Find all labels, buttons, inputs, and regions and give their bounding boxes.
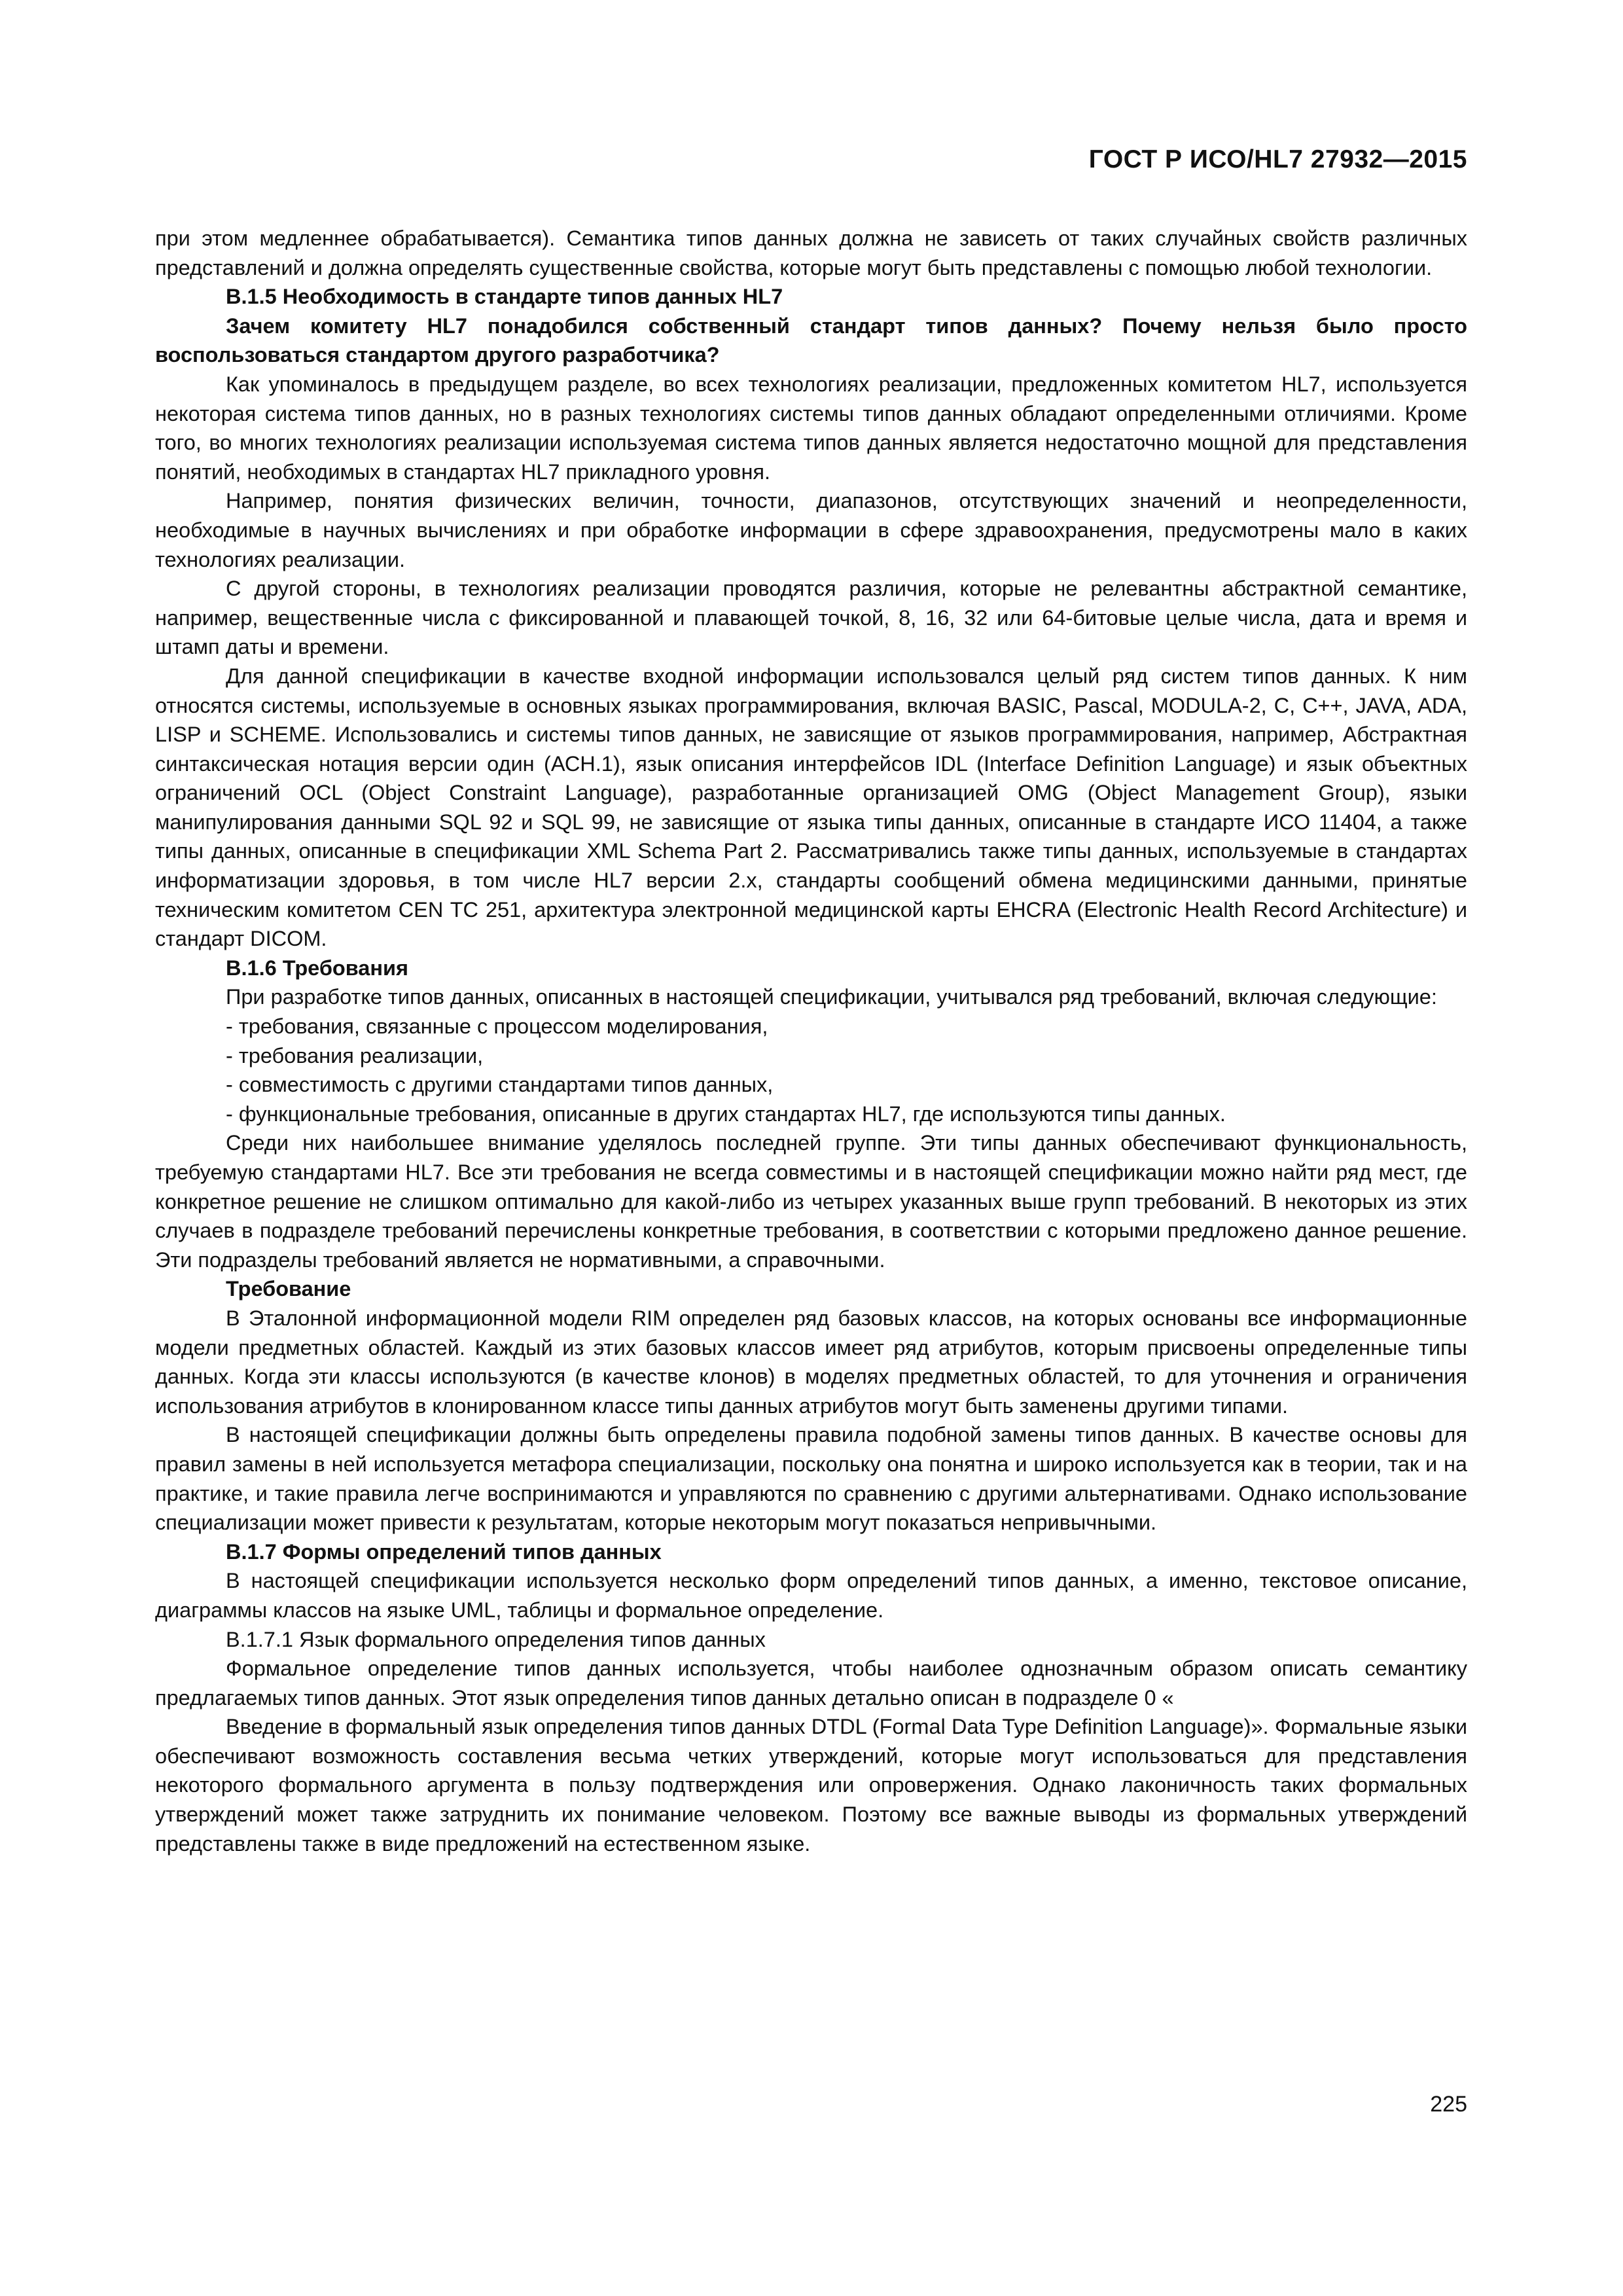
paragraph: Для данной спецификации в качестве входной информации использовался целый ряд систем типов данных. К ним относятся системы, используемые в основных языках программирования, включая BASIC, Pascal, MODULA-2, C, C++, JAVA, ADA, LISP и SCHEME. Использовались и системы типов данных, не зависящие от языков программирования, например, Абстрактная синтаксическая нотация версии один (АСН.1), язык описания интерфейсов IDL (Interface Definition Language) и язык объектных ограничений OCL (Object Constraint Language), разработанные организацией OMG (Object Management Group), языки манипулирования данными SQL 92 и SQL 99, не зависящие от языка типы данных, описанные в стандарте ИСО 11404, а также типы данных, описанные в спецификации XML Schema Part 2. Рассматривались также типы данных, используемые в стандартах информатизации здоровья, в том числе HL7 версии 2.x, стандарты сообщений обмена медицинскими данными, принятые техническим комитетом CEN TC 251, архитектура электронной медицинской карты EHCRA (Electronic Health Record Architecture) и стандарт DICOM. — [155, 664, 1467, 951]
paragraph-continuation: при этом медленнее обрабатывается). Семантика типов данных должна не зависеть от таких случайных свойств различных представлений и должна определять существенные свойства, которые могут быть представлены с помощью любой технологии. — [155, 226, 1467, 279]
standard-header: ГОСТ Р ИСО/HL7 27932—2015 — [1088, 145, 1467, 173]
page-number: 225 — [1430, 2092, 1467, 2117]
section-heading-b-1-7: В.1.7 Формы определений типов данных — [226, 1539, 662, 1564]
list-item: - требования реализации, — [226, 1041, 1467, 1071]
list-item: - совместимость с другими стандартами типов данных, — [226, 1070, 1467, 1100]
paragraph: Как упоминалось в предыдущем разделе, во всех технологиях реализации, предложенных комитетом HL7, используется некоторая система типов данных, но в разных технологиях системы типов данных обладают определенными отличиями. Кроме того, во многих технологиях реализации используемая система типов данных является недостаточно мощной для представления понятий, необходимых в стандартах HL7 прикладного уровня. — [155, 372, 1467, 484]
list-item: - функциональные требования, описанные в других стандартах HL7, где используются типы данных. — [226, 1100, 1467, 1129]
requirements-list — [155, 1012, 1467, 1128]
paragraph: Введение в формальный язык определения типов данных DTDL (Formal Data Type Definition Language)». Формальные языки обеспечивают возможность составления весьма четких утверждений, которые могут использоваться для представления некоторого формального аргумента в пользу подтверждения или опровержения. Однако лаконичность таких формальных утверждений может также затруднить их понимание человеком. Поэтому все важные выводы из формальных утверждений представлены также в виде предложений на естественном языке. — [155, 1715, 1467, 1856]
section-heading-b-1-6: В.1.6 Требования — [226, 956, 408, 980]
paragraph: В настоящей спецификации используется несколько форм определений типов данных, а именно, текстовое описание, диаграммы классов на языке UML, таблицы и формальное определение. — [155, 1569, 1467, 1622]
question-heading: Зачем комитету HL7 понадобился собственный стандарт типов данных? Почему нельзя было просто воспользоваться стандартом другого разработчика? — [155, 314, 1467, 367]
paragraph: В Эталонной информационной модели RIM определен ряд базовых классов, на которых основаны все информационные модели предметных областей. Каждый из этих базовых классов имеет ряд атрибутов, которым присвоены определенные типы данных. Когда эти классы используются (в качестве клонов) в моделях предметных областей, то для уточнения и ограничения использования атрибутов в клонированном классе типы данных атрибутов могут быть заменены другими типами. — [155, 1306, 1467, 1418]
paragraph: Формальное определение типов данных используется, чтобы наиболее однозначным образом описать семантику предлагаемых типов данных. Этот язык определения типов данных детально описан в подразделе 0 « — [155, 1657, 1467, 1710]
paragraph: В настоящей спецификации должны быть определены правила подобной замены типов данных. В качестве основы для правил замены в ней используется метафора специализации, поскольку она понятна и широко используется как в теории, так и на практике, и такие правила легче воспринимаются и управляются по сравнению с другими альтернативами. Однако использование специализации может привести к результатам, которые некоторым могут показаться непривычными. — [155, 1423, 1467, 1535]
paragraph: Среди них наибольшее внимание уделялось последней группе. Эти типы данных обеспечивают функциональность, требуемую стандартами HL7. Все эти требования не всегда совместимы и в настоящей спецификации можно найти ряд мест, где конкретное решение не слишком оптимально для какой-либо из четырех указанных выше групп требований. В некоторых из этих случаев в подразделе требований перечислены конкретные требования, в соответствии с которыми предложено данное решение. Эти подразделы требований является не нормативными, а справочными. — [155, 1131, 1467, 1272]
subsection-heading-b-1-7-1: В.1.7.1 Язык формального определения типов данных — [226, 1627, 766, 1651]
paragraph: Например, понятия физических величин, точности, диапазонов, отсутствующих значений и неопределенности, необходимые в научных вычислениях и при обработке информации в сфере здравоохранения, предусмотрены мало в каких технологиях реализации. — [155, 489, 1467, 571]
paragraph: С другой стороны, в технологиях реализации проводятся различия, которые не релевантны абстрактной семантике, например, вещественные числа с фиксированной и плавающей точкой, 8, 16, 32 или 64-битовые целые числа, дата и время и штамп даты и времени. — [155, 577, 1467, 659]
paragraph: При разработке типов данных, описанных в настоящей спецификации, учитывался ряд требований, включая следующие: — [226, 985, 1437, 1009]
section-heading-b-1-5: В.1.5 Необходимость в стандарте типов данных HL7 — [226, 285, 783, 309]
requirement-heading: Требование — [226, 1277, 351, 1301]
document-body — [155, 224, 1467, 1858]
list-item: - требования, связанные с процессом моделирования, — [226, 1012, 1467, 1041]
